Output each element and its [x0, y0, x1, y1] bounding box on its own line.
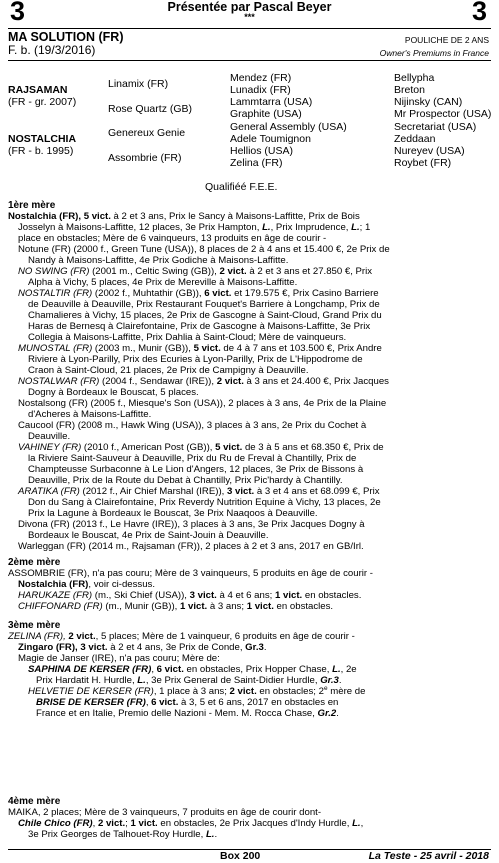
- gen3-3: Lammtarra (USA): [230, 96, 313, 108]
- dam1-line: [8, 420, 492, 431]
- dam3-run: 2 vict.: [68, 631, 96, 642]
- box-number: Box 200: [220, 850, 261, 862]
- dam3-run: 6 vict.: [156, 664, 184, 675]
- dam3-line: [8, 675, 492, 686]
- dam1-run: Riviere à Lyon-Parilly, Prix des Ecuries à Lyon-Parilly, Prix de L'Hippodrome de: [28, 354, 363, 365]
- dam1-line: [8, 453, 492, 464]
- dam1-run: à 2 et 3 ans et 27.850 €, Prix: [246, 266, 373, 277]
- dam1-run: ; 1: [359, 222, 371, 233]
- gen3-1: Mendez (FR): [230, 72, 292, 84]
- dam1-run: de 3 à 5 ans et 68.350 €, Prix de: [242, 442, 384, 453]
- dam1-run: Nostalchia (FR), 5 vict.: [8, 211, 111, 222]
- dam1-line: [8, 508, 492, 519]
- dam1-run: Josselyn à Maisons-Laffitte, 12 places, 3e Prix Hampton,: [18, 222, 263, 233]
- dam4-run: 3e Prix Georges de Talhouet-Roy Hurdle,: [28, 829, 206, 840]
- dam1-run: NOSTALTIR (FR): [18, 288, 93, 299]
- dam2-run: à 3 ans;: [207, 601, 247, 612]
- dam1-run: MUNOSTAL (FR): [18, 343, 93, 354]
- gen4-4: Mr Prospector (USA): [394, 108, 492, 120]
- dam1-line: [8, 376, 492, 387]
- dam1-line: [8, 321, 492, 332]
- dam1-run: Craon à Saint-Cloud, 21 places, 2e Prix de Campigny à Deauville.: [28, 365, 309, 376]
- dam3-run: Gr.3: [245, 642, 264, 653]
- dam1-line: [8, 222, 492, 233]
- dam1-run: Don du Sang à Clairefontaine, Prix Reverdy Nutrition Equine à Vichy, 13 places, 2e: [28, 497, 381, 508]
- dam1-run: (2001 m., Celtic Swing (GB)),: [89, 266, 220, 277]
- dam3-run: .: [263, 642, 267, 653]
- gen4-1: Bellypha: [394, 72, 435, 84]
- dam1-run: Chamalieres à Vichy, 15 places, 2e Prix de Gascogne à Saint-Cloud, Grand Prix du: [28, 310, 382, 321]
- dam1-line: [8, 475, 492, 486]
- dam2-run: , voir ci-dessus.: [88, 579, 156, 590]
- dam3-run: e: [323, 684, 328, 692]
- dam1-line: [8, 244, 492, 255]
- dam3-body: [8, 631, 492, 719]
- dam4-run: ,: [92, 818, 98, 829]
- dam2-run: CHIFFONARD (FR): [18, 601, 103, 612]
- dam2-run: (m., Ski Chief (USA)),: [92, 590, 190, 601]
- dam-name: NOSTALCHIA: [8, 133, 77, 145]
- dam1-run: Dogny à Bordeaux le Bouscat, 5 places.: [28, 387, 199, 398]
- stars: ***: [244, 12, 255, 22]
- dam1-line: [8, 541, 492, 552]
- dam1-run: NO SWING (FR): [18, 266, 90, 277]
- gen3-6: Adele Toumignon: [230, 133, 311, 145]
- dam3-run: mère de: [327, 686, 366, 697]
- dam1-line: [8, 354, 492, 365]
- sale-venue-date: La Teste - 25 avril - 2018: [368, 850, 489, 862]
- dam3-run: Magie de Janser (IRE), n'a pas couru; Mère de:: [18, 653, 220, 664]
- dam2-run: HARUKAZE (FR): [18, 590, 93, 601]
- dam3-title: 3ème mère: [8, 620, 61, 631]
- dam1-line: [8, 497, 492, 508]
- dam1-run: Nandy à Maisons-Laffitte, 4e Prix Godiche à Maisons-Laffitte.: [28, 255, 289, 266]
- dam3-run: 3 vict.: [80, 642, 108, 653]
- dam3-run: , 2e: [340, 664, 357, 675]
- dam1-run: place en obstacles; Mère de 6 vainqueurs, 13 produits en âge de courir -: [18, 233, 327, 244]
- dam4-run: 2 vict.: [97, 818, 126, 829]
- dam3-run: à 3, 5 et 6 ans, 2017 en obstacles en: [178, 697, 339, 708]
- dam4-run: en obstacles, 2e Prix Jacques d'Indy Hurdle,: [157, 818, 353, 829]
- dam4-run: 1 vict.: [130, 818, 158, 829]
- dam1-run: de Deauville à Deauville, Prix Restaurant Fouquet's Barriere à Longchamp, Prix de: [28, 299, 380, 310]
- dam1-run: ARATIKA (FR): [18, 486, 80, 497]
- dam2-run: en obstacles.: [302, 590, 362, 601]
- dam3-run: , 3e Prix General de Saint-Didier Hurdle,: [145, 675, 321, 686]
- dam3-run: Gr.3: [320, 675, 339, 686]
- gen4-2: Breton: [394, 84, 425, 96]
- dam1-line: [8, 409, 492, 420]
- dam3-run: .: [336, 708, 339, 719]
- dam1-run: Divona (FR) (2013 f., Le Havre (IRE)), 3 places à 3 ans, 3e Prix Jacques Dogny à: [18, 519, 365, 530]
- dam2-run: 3 vict.: [189, 590, 217, 601]
- dam3-run: Zingaro (FR),: [18, 642, 81, 653]
- dam1-run: à 2 et 3 ans, Prix le Sancy à Maisons-Laffitte, Prix de Bois: [110, 211, 360, 222]
- dam3-run: , 1 place à 3 ans;: [153, 686, 230, 697]
- dam1-line: [8, 398, 492, 409]
- dam4-line: [8, 807, 492, 818]
- dam2-run: 1 vict.: [246, 601, 274, 612]
- dam1-run: 2 vict.: [216, 376, 244, 387]
- dam3-run: en obstacles, Prix Hopper Chase,: [183, 664, 333, 675]
- dam1-line: [8, 530, 492, 541]
- dam4-run: MAIKA, 2 places; Mère de 3 vainqueurs, 7 produits en âge de courir dont-: [8, 807, 322, 818]
- dam3-run: Gr.2: [317, 708, 337, 719]
- dam2-body: [8, 568, 492, 612]
- gen3-5: General Assembly (USA): [230, 121, 347, 133]
- dam2-run: 1 vict.: [180, 601, 208, 612]
- dam4-run: L.: [352, 818, 361, 829]
- dam1-run: Caucool (FR) (2008 m., Hawk Wing (USA)), 3 places à 3 ans, 2e Prix du Cochet à: [18, 420, 367, 431]
- dam1-run: VAHINEY (FR): [18, 442, 82, 453]
- dam3-line: [8, 664, 492, 675]
- dam4-run: ,: [360, 818, 364, 829]
- dam3-run: BRISE DE KERSER (FR): [36, 697, 146, 708]
- lot-number-right: 3: [471, 0, 487, 26]
- dam1-run: L.: [262, 222, 271, 233]
- dam4-run: .: [214, 829, 218, 840]
- dam1-line: [8, 310, 492, 321]
- dam1-run: NOSTALWAR (FR): [18, 376, 100, 387]
- dam1-line: [8, 365, 492, 376]
- dam1-title: 1ère mère: [8, 200, 56, 211]
- dam1-run: à 3 et 4 ans et 68.099 €, Prix: [254, 486, 380, 497]
- gen4-3: Nijinsky (CAN): [394, 96, 463, 108]
- gen3-2: Lunadix (FR): [230, 84, 291, 96]
- dam1-line: [8, 233, 492, 244]
- dam1-line: [8, 486, 492, 497]
- dam1-run: (2012 f., Air Chief Marshal (IRE)),: [79, 486, 227, 497]
- dam1-line: [8, 288, 492, 299]
- dam3-run: SAPHINA DE KERSER (FR): [28, 664, 152, 675]
- dam1-run: Nostalsong (FR) (2005 f., Miesque's Son (USA)), 2 places à 3 ans, 4e Prix de la Plaine: [18, 398, 387, 409]
- dam3-line: [8, 631, 492, 642]
- dam2-run: (m., Munir (GB)),: [102, 601, 181, 612]
- dam4-run: Chile Chico (FR): [18, 818, 93, 829]
- sire-details: (FR - gr. 2007): [8, 96, 77, 108]
- dam1-run: (2004 f., Sendawar (IRE)),: [99, 376, 217, 387]
- dam1-run: (2010 f., American Post (GB)),: [81, 442, 216, 453]
- dam1-section: [8, 200, 492, 552]
- dam3-run: L.: [137, 675, 146, 686]
- dam1-line: [8, 442, 492, 453]
- dam2-line: [8, 568, 492, 579]
- dam1-line: [8, 343, 492, 354]
- gen4-7: Nureyev (USA): [394, 145, 465, 157]
- dam4-line: [8, 818, 492, 829]
- dam1-run: d'Acheres à Maisons-Laffitte.: [28, 409, 152, 420]
- dam3-run: L.: [332, 664, 341, 675]
- dam4-line: [8, 829, 492, 840]
- dam1-run: Deauville.: [28, 431, 71, 442]
- dam1-run: Champteusse Surbaconne à Le Lion d'Angers, 12 places, 3e Prix de Bissons à: [28, 464, 364, 475]
- horse-name: MA SOLUTION (FR): [8, 30, 124, 44]
- dam1-line: [8, 255, 492, 266]
- dam1-run: Alpha à Vichy, 5 places, 4e Prix de Mereville à Maisons-Laffitte.: [28, 277, 298, 288]
- owner-premium: Owner's Premiums in France: [379, 48, 489, 58]
- dam1-run: , Prix Imprudence,: [270, 222, 352, 233]
- dam1-run: L.: [351, 222, 360, 233]
- dam3-run: en obstacles; 2: [256, 686, 324, 697]
- dam1-run: à 3 ans et 24.400 €, Prix Jacques: [243, 376, 389, 387]
- dam1-line: [8, 332, 492, 343]
- gen3-8: Zelina (FR): [230, 157, 283, 169]
- dam2-run: Nostalchia (FR): [18, 579, 89, 590]
- dam2-run: 1 vict.: [274, 590, 303, 601]
- dam1-line: [8, 431, 492, 442]
- gen3-4: Graphite (USA): [230, 108, 302, 120]
- lot-number-left: 3: [10, 0, 26, 26]
- dam1-line: [8, 266, 492, 277]
- dam3-line: [8, 708, 492, 719]
- dam3-section: [8, 620, 492, 719]
- dam-details: (FR - b. 1995): [8, 145, 74, 157]
- dam2-line: [8, 601, 492, 612]
- presenter: Présentée par Pascal Beyer: [167, 0, 332, 14]
- dam1-run: Deauville, Prix de la Route du Debat à Chantilly, Prix Pic'hardy à Chantilly.: [28, 475, 343, 486]
- dam1-run: de 4 à 7 ans et 103.500 €, Prix Andre: [220, 343, 382, 354]
- dam1-run: Collegia à Maisons-Laffitte, Prix Dahlia à Saint-Cloud; Mère de vainqueurs.: [28, 332, 347, 343]
- dam1-run: Haras de Bernesq à Clairefontaine, Prix de Gascogne à Maisons-Laffitte, 3e Prix: [28, 321, 371, 332]
- gen4-5: Secretariat (USA): [394, 121, 477, 133]
- dam2-line: [8, 579, 492, 590]
- dam3-line: [8, 686, 492, 697]
- dam3-run: ,: [151, 664, 157, 675]
- dam3-line: [8, 697, 492, 708]
- dam3-run: , 5 places; Mère de 1 vainqueur, 6 produits en âge de courir -: [95, 631, 355, 642]
- dam4-run: ;: [125, 818, 131, 829]
- dam1-run: 2 vict.: [219, 266, 247, 277]
- dam2-run: en obstacles.: [273, 601, 334, 612]
- dam2-title: 2ème mère: [8, 557, 61, 568]
- dam3-line: [8, 653, 492, 664]
- dam1-run: Notune (FR) (2000 f., Green Tune (USA)), 8 places de 2 à 4 ans et 15.400 €, 2e Prix de: [18, 244, 390, 255]
- dam3-run: ZELINA (FR),: [8, 631, 69, 642]
- dam1-run: Prix la Lagune à Bordeaux le Bouscat, 3e Prix Naaqoos à Deauville.: [28, 508, 318, 519]
- dam3-run: .: [338, 675, 342, 686]
- divider-top: [8, 28, 491, 29]
- grandsire: Linamix (FR): [108, 78, 169, 90]
- dam1-run: Bordeaux le Bouscat, 4e Prix de Saint-Jouin à Deauville.: [28, 530, 269, 541]
- dam1-run: 3 vict.: [226, 486, 255, 497]
- dam3-run: HELVETIE DE KERSER (FR): [28, 686, 154, 697]
- dam1-body: [8, 211, 492, 552]
- dam2-section: [8, 557, 492, 612]
- grandsire-dam-side: Genereux Genie: [108, 127, 186, 139]
- sire-name: RAJSAMAN: [8, 84, 68, 96]
- dam3-run: Prix Hardatit H. Hurdle,: [36, 675, 138, 686]
- qualification: Qualifiéé F.E.E.: [205, 181, 278, 193]
- dam3-run: à 2 et 4 ans, 3e Prix de Conde,: [107, 642, 246, 653]
- dam1-line: [8, 211, 492, 222]
- dam1-run: Warleggan (FR) (2014 m., Rajsaman (FR)), 2 places à 2 et 3 ans, 2017 en GB/Irl.: [18, 541, 364, 552]
- dam1-line: [8, 519, 492, 530]
- horse-category: POULICHE DE 2 ANS: [404, 35, 489, 45]
- dam3-run: ,: [145, 697, 152, 708]
- dam4-section: [8, 796, 492, 840]
- dam1-line: [8, 387, 492, 398]
- divider-pedigree: [8, 60, 491, 61]
- dam2-run: ASSOMBRIE (FR), n'a pas couru; Mère de 3 vainqueurs, 5 produits en âge de courir -: [8, 568, 373, 579]
- horse-details: F. b. (19/3/2016): [8, 43, 96, 57]
- dam3-line: [8, 642, 492, 653]
- dam1-run: la Riviere Saint-Sauveur à Deauville, Prix du Ru de Freval à Chantilly, Prix de: [28, 453, 357, 464]
- dam4-title: 4ème mère: [8, 796, 61, 807]
- granddam-sire-side: Rose Quartz (GB): [108, 103, 193, 115]
- dam4-run: L.: [205, 829, 215, 840]
- dam3-run: 2 vict.: [229, 686, 257, 697]
- dam2-run: à 4 et 6 ans;: [216, 590, 275, 601]
- dam1-run: (2002 f., Muhtathir (GB)),: [92, 288, 205, 299]
- dam1-run: 5 vict.: [193, 343, 221, 354]
- dam3-run: France et en Italie, Premio delle Nazioni - Mem. M. Rocca Chase,: [36, 708, 318, 719]
- dam1-line: [8, 299, 492, 310]
- dam3-run: 6 vict.: [151, 697, 179, 708]
- dam1-run: 6 vict.: [204, 288, 232, 299]
- gen3-7: Hellios (USA): [230, 145, 294, 157]
- dam1-line: [8, 277, 492, 288]
- gen4-6: Zeddaan: [394, 133, 436, 145]
- dam1-run: (2003 m., Munir (GB)),: [92, 343, 194, 354]
- dam1-run: 5 vict.: [215, 442, 243, 453]
- dam1-run: et 179.575 €, Prix Casino Barriere: [231, 288, 379, 299]
- dam4-body: [8, 807, 492, 840]
- dam2-line: [8, 590, 492, 601]
- granddam: Assombrie (FR): [108, 152, 182, 164]
- dam1-line: [8, 464, 492, 475]
- gen4-8: Roybet (FR): [394, 157, 452, 169]
